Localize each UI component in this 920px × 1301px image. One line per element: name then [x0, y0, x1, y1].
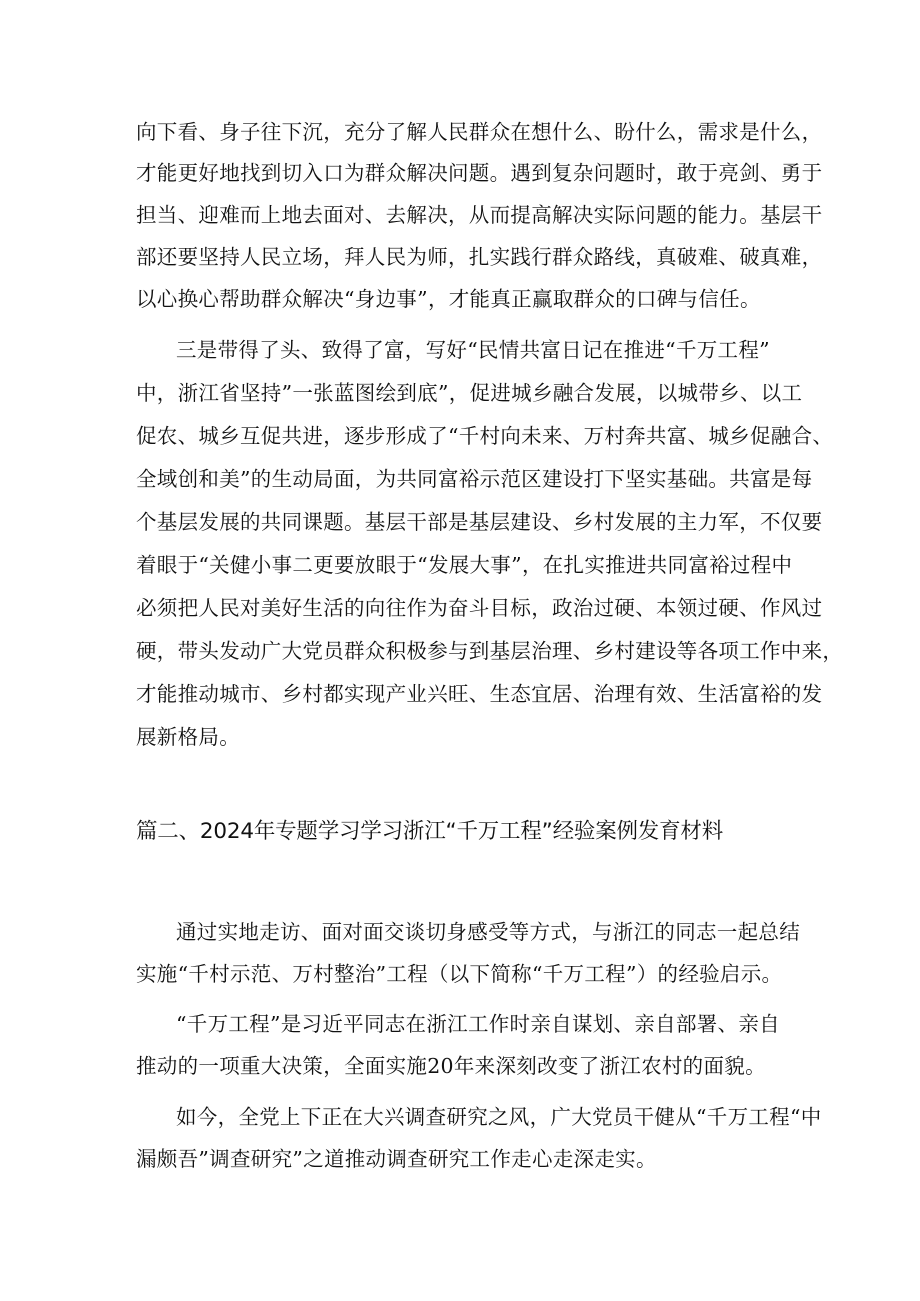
paragraph-line: 着眼于“关健小事二更要放眼于“发展大事”，在扎实推进共同富裕过程中	[136, 553, 793, 577]
paragraph-line: 个基层发展的共同课题。基层干部是基层建设、乡村发展的主力军，不仅要	[136, 510, 823, 534]
section-heading: 篇二、2024年专题学习学习浙江“千万工程”经验案例发育材料	[136, 819, 723, 844]
paragraph-line: 中，浙江省坚持”一张蓝图绘到底”，促进城乡融合发展，以城带乡、以工	[136, 381, 803, 405]
paragraph-line: 促农、城乡互促共进，逐步形成了“千村向未来、万村奔共富、城乡促融合、	[136, 424, 834, 448]
paragraph-line: 以心换心帮助群众解决“身边事”，才能真正赢取群众的口碑与信任。	[136, 287, 761, 311]
paragraph-line: 如今，全党上下正在大兴调查研究之风，广大党员干健从“千万工程“中	[176, 1105, 822, 1129]
paragraph-line: 才能推动城市、乡村都实现产业兴旺、生态宜居、治理有效、生活富裕的发	[136, 682, 823, 706]
paragraph-line: 硬，带头发动广大党员群众积极参与到基层治理、乡村建设等各项工作中来，	[136, 639, 844, 663]
paragraph-line: 漏颇吾”调查研究”之道推动调查研究工作走心走深走实。	[136, 1147, 657, 1171]
paragraph-line: 三是带得了头、致得了富，写好“民情共富日记在推进“千万工程”	[176, 338, 770, 362]
paragraph-line: 向下看、身子往下沉，充分了解人民群众在想什么、盼什么，需求是什么，	[136, 120, 823, 144]
paragraph-line: “千万工程”是习近平同志在浙江工作时亲自谋划、亲自部署、亲自	[176, 1012, 780, 1036]
paragraph-line: 实施“千村示范、万村整治”工程（以下简称“千万工程”）的经验启示。	[136, 962, 783, 986]
paragraph-line: 通过实地走访、面对面交谈切身感受等方式，与浙江的同志一起总结	[176, 920, 800, 944]
paragraph-line: 推动的一项重大决策，全面实施20年来深刻改变了浙江农村的面貌。	[136, 1054, 766, 1078]
paragraph-line: 才能更好地找到切入口为群众解决问题。遇到复杂问题时，敢于亮剑、勇于	[136, 161, 823, 185]
paragraph-line: 全域创和美”的生动局面，为共同富裕示范区建设打下坚实基础。共富是每	[136, 467, 813, 491]
paragraph-line: 展新格局。	[136, 725, 240, 749]
paragraph-line: 部还要坚持人民立场，拜人民为师，扎实践行群众路线，真破难、破真难，	[136, 245, 823, 269]
paragraph-line: 必须把人民对美好生活的向往作为奋斗目标，政治过硬、本领过硬、作风过	[136, 596, 823, 620]
paragraph-line: 担当、迎难而上地去面对、去解决，从而提高解决实际问题的能力。基层干	[136, 203, 823, 227]
